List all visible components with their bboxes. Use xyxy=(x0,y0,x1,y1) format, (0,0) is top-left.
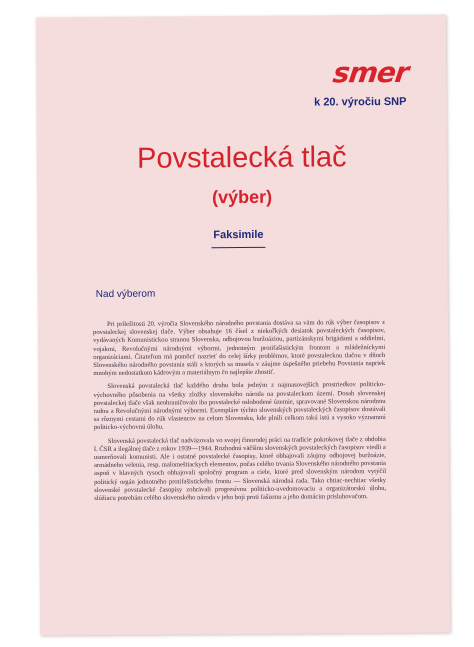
body-text xyxy=(93,319,387,617)
body-paragraph: Slovenská povstalecká tlač nadväzovala vo svojej činorodej práci na tradície pokrokovej tlače z obdobia I. ČSR a ilegálnej tlače z rokov 1939—1944. Rozhodnú väčšinu slovenských povstaleckých časopisov viedli a usmerňovali komunisti. Ale i ostatné povstalecké časopisy, ktoré obhajovali záujmy odbojovej buržoázie, armádneho velenia, resp. malomeštiackych elementov, počas celého trvania Slovenského národného povstania aspoň v hlavných rysoch obhajovali spoločný program a ciele, ktoré pred slovenským národom vytýčil politický orgán jednotného protifašistického frontu — Slovenská národná rada. Tako chtiac-nechtiac všetky slovenské povstalecké časopisy zohrávali progresívnu politicko-uvedomovaciu a organizátorskú úlohu, slúžiacu potrebám celého slovenského národa v jeho boji proti fašizmu a jeho domácim prisluhovačom. xyxy=(93,435,387,503)
page-title: Povstalecká tlač xyxy=(136,141,347,175)
faksimile-underline xyxy=(211,247,265,248)
anniversary-line: k 20. výročiu SNP xyxy=(314,95,407,109)
smer-logo: smer xyxy=(331,55,411,90)
body-paragraph: Slovenská povstalecká tlač každého druhu bola jedným z najmasovejších prostriedkov politicko-výchovného pôsobenia na všetky zložky slovenského národa na povstaleckom území. Dosah slovenskej povstaleckej tlače však neohraničovalo iba povstalecké oslobodené územie, spravované Slovenskou národnou radou a Revolučnými národnými výbormi. Exempláre týchto slovenských povstaleckých časopisov dostávali sa rôznymi cestami do rúk vlastencov na celom Slovensku, kde plnili celkom takú istú a vysoko významnú politicko-výchovnú úlohu. xyxy=(93,381,386,432)
section-heading: Nad výberom xyxy=(95,288,156,301)
faksimile-label: Faksimile xyxy=(213,228,264,242)
document-page xyxy=(36,15,450,636)
body-paragraph: Pri príležitosti 20. výročia Slovenského národného povstania dostáva sa vám do rúk výber časopisov z povstaleckej slovenskej tlače. Výber obsahuje 16 čísel z niekoľkých desiatok povstaleckých časopisov, vydávaných Komunistickou stranou Slovenska, odbojovou buržoáziou, partizánskymi brigádami a oddielmi, vojakmi, Revolučnými národnými výbormi, jednotným protifašistickým frontom a mládežníckymi organizáciami. Čitateľom má pomôcť nazrieť do celej šírky problémov, ktoré povstaleckou tlačou v dňoch Slovenského národného povstania stáli a ktorých sa musela v záujme úspešného priebehu Povstania napriek mnohým nedostatkom kádrovým a materiálnym čo najlepšie zhostiť. xyxy=(93,319,386,378)
page-subtitle: (výber) xyxy=(212,186,273,208)
